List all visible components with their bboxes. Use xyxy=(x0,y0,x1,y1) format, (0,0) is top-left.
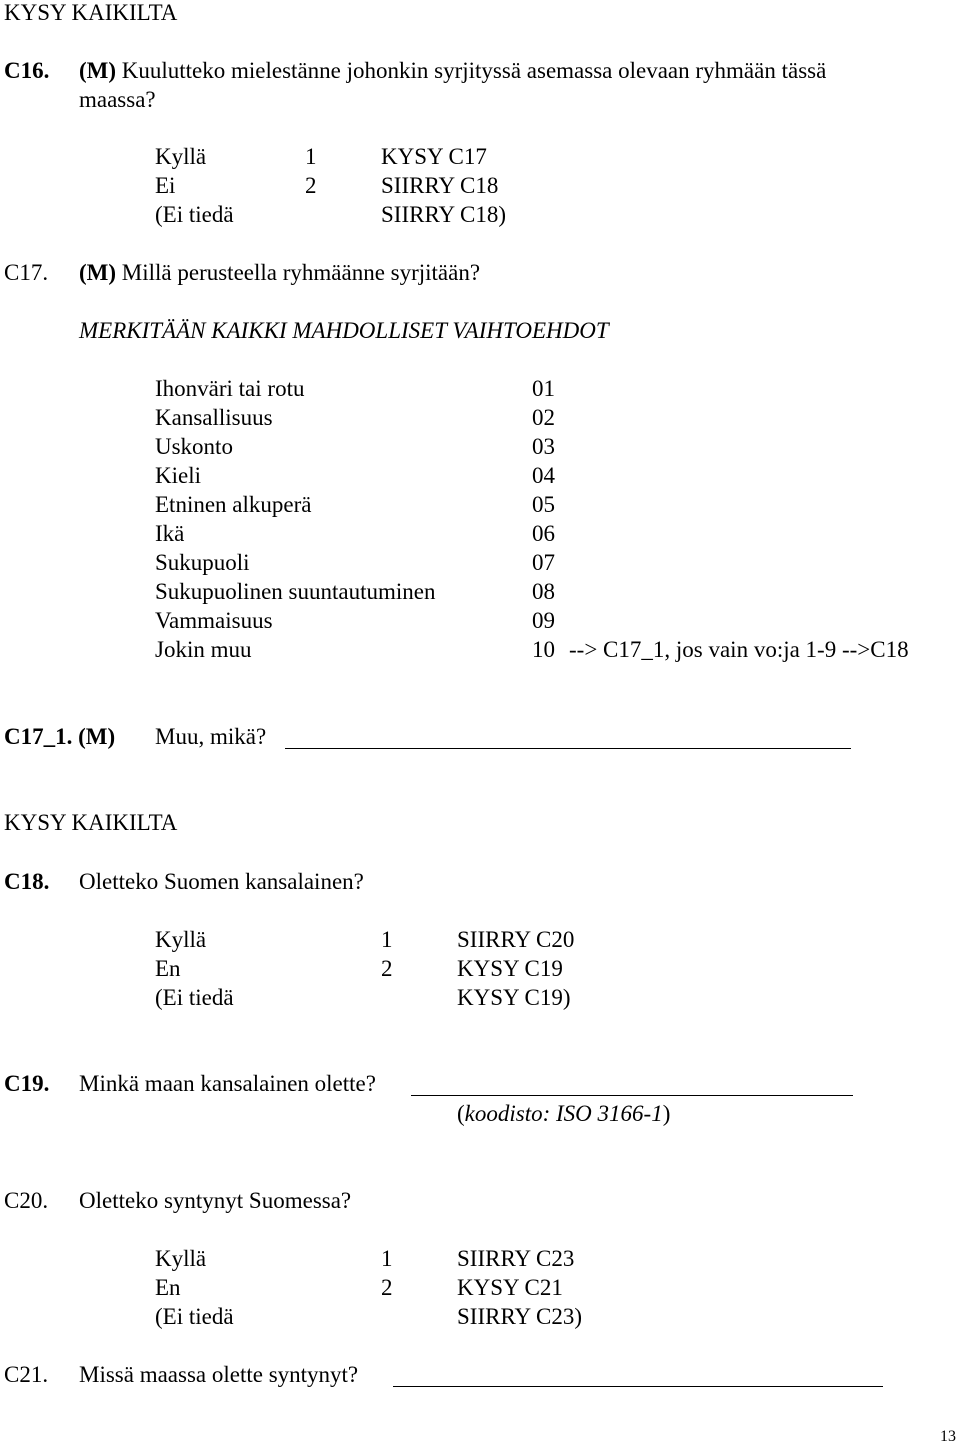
answer-blank-line[interactable] xyxy=(411,1095,853,1096)
answer-option-label: Ei xyxy=(155,173,176,198)
section-header: KYSY KAIKILTA xyxy=(4,810,178,835)
answer-option-label: Kansallisuus xyxy=(155,405,273,430)
answer-option-label: (Ei tiedä xyxy=(155,985,234,1010)
answer-option-routing: KYSY C21 xyxy=(457,1275,563,1300)
answer-option-code: 05 xyxy=(532,492,555,517)
answer-option-label: Jokin muu xyxy=(155,637,252,662)
question-number-c19: C19. xyxy=(4,1071,50,1096)
question-text-c17 xyxy=(79,258,480,287)
answer-option-routing: SIIRRY C23) xyxy=(457,1304,583,1329)
question-text-c20: Oletteko syntynyt Suomessa? xyxy=(79,1188,352,1213)
answer-option-routing: KYSY C17 xyxy=(381,144,487,169)
answer-option-routing: SIIRRY C18) xyxy=(381,202,507,227)
question-number-c17: C17. xyxy=(4,260,49,285)
question-text-c21: Missä maassa olette syntynyt? xyxy=(79,1362,359,1387)
interviewer-instruction: MERKITÄÄN KAIKKI MAHDOLLISET VAIHTOEHDOT xyxy=(79,318,609,343)
answer-option-code: 10 xyxy=(532,637,555,662)
question-text-c17-1: Muu, mikä? xyxy=(155,724,267,749)
answer-option-code: 1 xyxy=(305,144,317,169)
answer-option-code: 03 xyxy=(532,434,555,459)
answer-option-routing: SIIRRY C23 xyxy=(457,1246,575,1271)
answer-option-routing: KYSY C19 xyxy=(457,956,563,981)
question-text-c18: Oletteko Suomen kansalainen? xyxy=(79,869,364,894)
answer-option-code: 2 xyxy=(305,173,317,198)
answer-option-label: Kieli xyxy=(155,463,201,488)
answer-option-routing: SIIRRY C20 xyxy=(457,927,575,952)
answer-option-label: Ihonväri tai rotu xyxy=(155,376,305,401)
question-text-c16-cont: maassa? xyxy=(79,87,156,112)
answer-option-code: 06 xyxy=(532,521,555,546)
coding-note: (koodisto: ISO 3166-1) xyxy=(457,1101,671,1126)
answer-option-label: Vammaisuus xyxy=(155,608,273,633)
answer-option-label: En xyxy=(155,956,181,981)
answer-blank-line[interactable] xyxy=(285,748,851,749)
answer-option-routing: SIIRRY C18 xyxy=(381,173,499,198)
answer-option-code: 1 xyxy=(381,1246,393,1271)
multi-answer-marker: (M) xyxy=(79,58,117,83)
question-number-c20: C20. xyxy=(4,1188,49,1213)
answer-option-label: Etninen alkuperä xyxy=(155,492,312,517)
answer-option-label: Sukupuoli xyxy=(155,550,250,575)
question-number-c16: C16. xyxy=(4,58,50,83)
answer-option-label: Kyllä xyxy=(155,927,207,952)
answer-option-code: 07 xyxy=(532,550,555,575)
routing-note: --> C17_1, jos vain vo:ja 1-9 -->C18 xyxy=(569,637,909,662)
section-header: KYSY KAIKILTA xyxy=(4,0,178,25)
answer-option-code: 2 xyxy=(381,1275,393,1300)
answer-option-code: 04 xyxy=(532,463,555,488)
answer-option-label: (Ei tiedä xyxy=(155,1304,234,1329)
question-text-c16 xyxy=(79,56,826,85)
answer-option-code: 2 xyxy=(381,956,393,981)
answer-option-label: (Ei tiedä xyxy=(155,202,234,227)
question-line: Millä perusteella ryhmäänne syrjitään? xyxy=(121,260,481,285)
answer-option-code: 1 xyxy=(381,927,393,952)
question-number-c21: C21. xyxy=(4,1362,49,1387)
question-number-c17-1: C17_1. (M) xyxy=(4,724,116,749)
answer-option-routing: KYSY C19) xyxy=(457,985,571,1010)
answer-option-code: 09 xyxy=(532,608,555,633)
multi-answer-marker: (M) xyxy=(79,260,117,285)
answer-option-label: Kyllä xyxy=(155,144,207,169)
answer-option-code: 08 xyxy=(532,579,555,604)
answer-option-code: 02 xyxy=(532,405,555,430)
answer-blank-line[interactable] xyxy=(393,1386,883,1387)
answer-option-label: Ikä xyxy=(155,521,185,546)
question-number-c18: C18. xyxy=(4,869,50,894)
question-line: Kuulutteko mielestänne johonkin syrjityssä asemassa olevaan ryhmään tässä xyxy=(121,58,827,83)
answer-option-label: Uskonto xyxy=(155,434,233,459)
answer-option-label: Kyllä xyxy=(155,1246,207,1271)
answer-option-label: En xyxy=(155,1275,181,1300)
answer-option-label: Sukupuolinen suuntautuminen xyxy=(155,579,436,604)
page-number: 13 xyxy=(940,1428,956,1445)
question-text-c19: Minkä maan kansalainen olette? xyxy=(79,1071,376,1096)
answer-option-code: 01 xyxy=(532,376,555,401)
